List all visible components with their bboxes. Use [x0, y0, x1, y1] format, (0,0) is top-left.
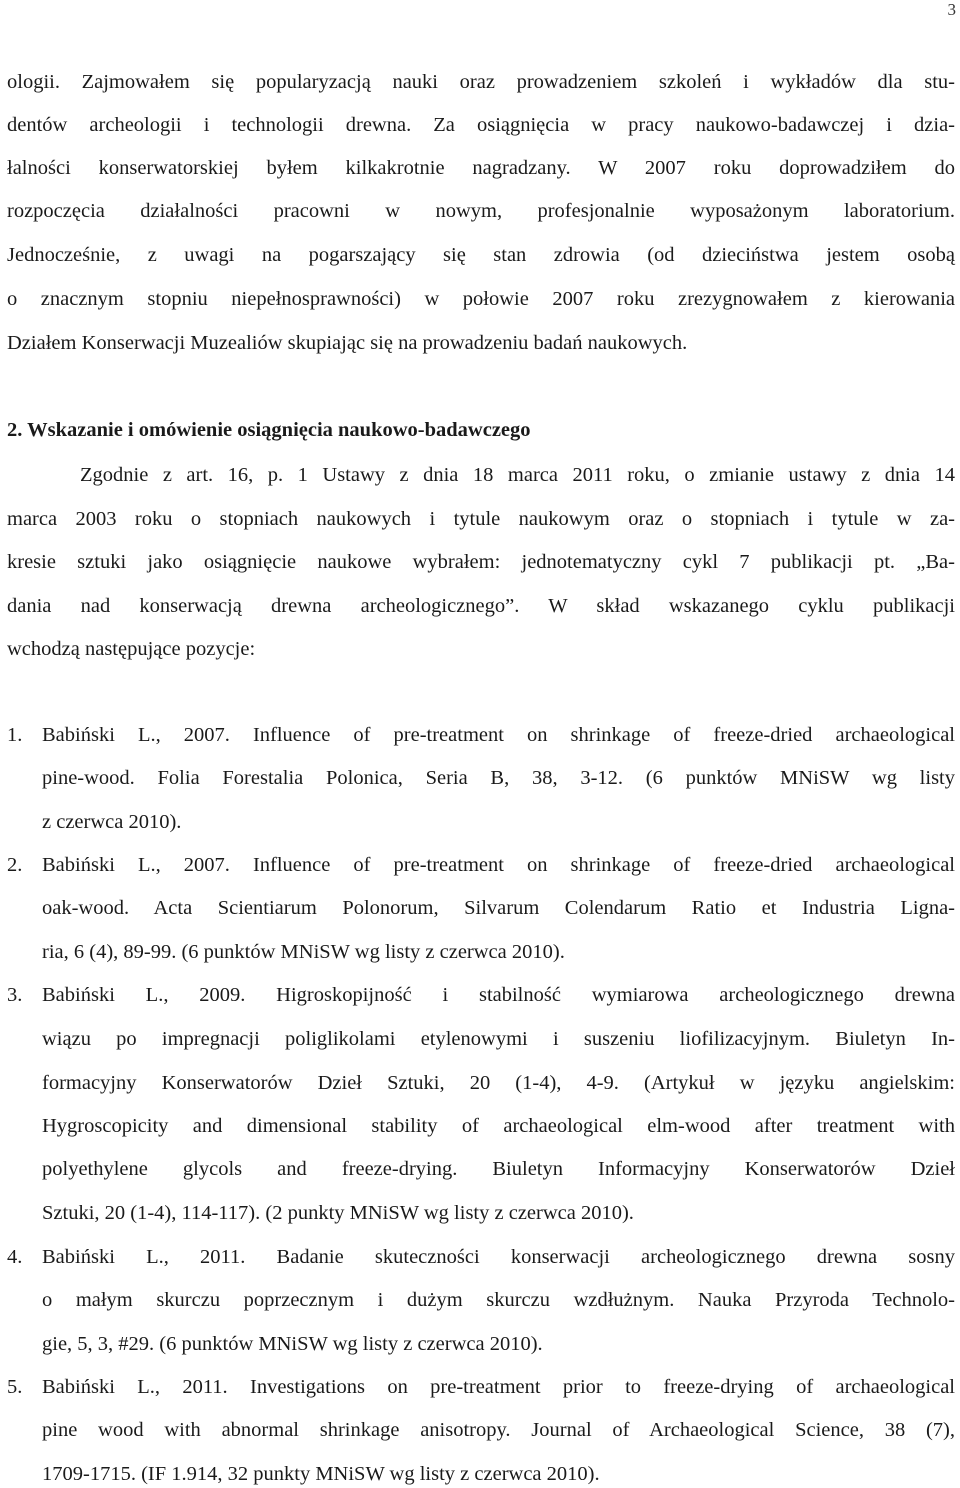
- publication-line: Hygroscopicity and dimensional stability of archaeological elm-wood after treatment with: [42, 1115, 955, 1137]
- publication-line: Babiński L., 2011. Investigations on pre-treatment prior to freeze-drying of archaeological: [42, 1376, 955, 1398]
- text-line: łalności konserwatorskiej byłem kilkakrotnie nagradzany. W 2007 roku doprowadziłem do: [7, 157, 955, 179]
- publication-line: Babiński L., 2007. Influence of pre-treatment on shrinkage of freeze-dried archaeological: [42, 854, 955, 876]
- text-line: dania nad konserwacją drewna archeologicznego”. W skład wskazanego cyklu publikacji: [7, 595, 955, 617]
- publication-line: polyethylene glycols and freeze-drying. Biuletyn Informacyjny Konserwatorów Dzieł: [42, 1158, 955, 1180]
- publication-line: formacyjny Konserwatorów Dzieł Sztuki, 20 (1-4), 4-9. (Artykuł w języku angielskim:: [42, 1072, 955, 1094]
- publication-line: pine-wood. Folia Forestalia Polonica, Seria B, 38, 3-12. (6 punktów MNiSW wg listy: [42, 767, 955, 789]
- publication-number: 2.: [7, 854, 23, 876]
- publication-line: ria, 6 (4), 89-99. (6 punktów MNiSW wg listy z czerwca 2010).: [42, 941, 565, 963]
- publication-number: 3.: [7, 984, 23, 1006]
- text-line: dentów archeologii i technologii drewna. Za osiągnięcia w pracy naukowo-badawczej i dzia-: [7, 114, 955, 136]
- text-line: marca 2003 roku o stopniach naukowych i tytule naukowym oraz o stopniach i tytule w za-: [7, 508, 955, 530]
- text-line: ologii. Zajmowałem się popularyzacją nauki oraz prowadzeniem szkoleń i wykładów dla stu-: [7, 71, 955, 93]
- publication-number: 5.: [7, 1376, 23, 1398]
- text-line: rozpoczęcia działalności pracowni w nowym, profesjonalnie wyposażonym laboratorium.: [7, 200, 955, 222]
- text-line: Działem Konserwacji Muzealiów skupiając się na prowadzeniu badań naukowych.: [7, 332, 688, 354]
- publication-line: oak-wood. Acta Scientiarum Polonorum, Silvarum Colendarum Ratio et Industria Ligna-: [42, 897, 955, 919]
- publication-line: o małym skurczu poprzecznym i dużym skurczu wzdłużnym. Nauka Przyroda Technolo-: [42, 1289, 955, 1311]
- text-line: o znacznym stopniu niepełnosprawności) w połowie 2007 roku zrezygnowałem z kierowania: [7, 288, 955, 310]
- publication-line: Sztuki, 20 (1-4), 114-117). (2 punkty MNiSW wg listy z czerwca 2010).: [42, 1202, 634, 1224]
- publication-number: 1.: [7, 724, 23, 746]
- publication-line: wiązu po impregnacji poliglikolami etylenowymi i suszeniu liofilizacyjnym. Biuletyn In-: [42, 1028, 955, 1050]
- publication-line: Babiński L., 2007. Influence of pre-treatment on shrinkage of freeze-dried archaeological: [42, 724, 955, 746]
- text-line: Jednocześnie, z uwagi na pogarszający się stan zdrowia (od dzieciństwa jestem osobą: [7, 244, 955, 266]
- publication-line: Babiński L., 2011. Badanie skuteczności konserwacji archeologicznego drewna sosny: [42, 1246, 955, 1268]
- text-line: wchodzą następujące pozycje:: [7, 638, 256, 660]
- text-line: Zgodnie z art. 16, p. 1 Ustawy z dnia 18 marca 2011 roku, o zmianie ustawy z dnia 14: [80, 464, 955, 486]
- page-number: 3: [947, 0, 956, 19]
- text-line: kresie sztuki jako osiągnięcie naukowe wybrałem: jednotematyczny cykl 7 publikacji pt. „Ba-: [7, 551, 955, 573]
- publication-line: pine wood with abnormal shrinkage anisotropy. Journal of Archaeological Science, 38 (7),: [42, 1419, 955, 1441]
- publication-line: gie, 5, 3, #29. (6 punktów MNiSW wg listy z czerwca 2010).: [42, 1333, 543, 1355]
- publication-number: 4.: [7, 1246, 23, 1268]
- publication-line: z czerwca 2010).: [42, 811, 182, 833]
- publication-line: Babiński L., 2009. Higroskopijność i stabilność wymiarowa archeologicznego drewna: [42, 984, 955, 1006]
- section-heading: 2. Wskazanie i omówienie osiągnięcia naukowo-badawczego: [7, 419, 531, 441]
- publication-line: 1709-1715. (IF 1.914, 32 punkty MNiSW wg listy z czerwca 2010).: [42, 1463, 600, 1485]
